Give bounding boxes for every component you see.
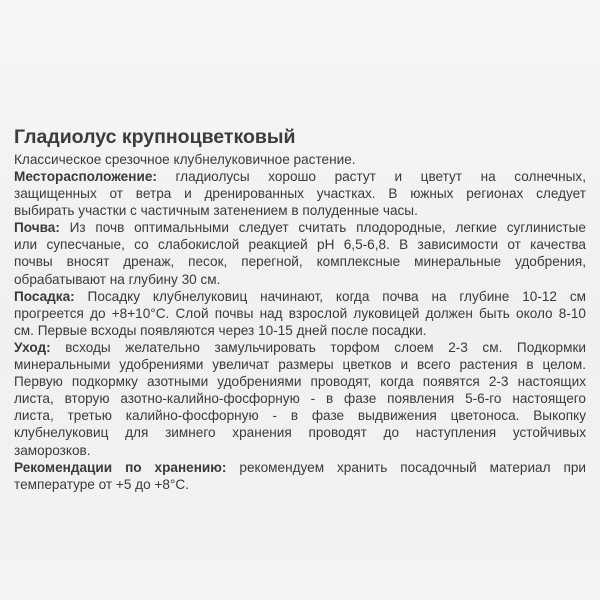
section-care: [14, 339, 586, 459]
product-title: Гладиолус крупноцветковый: [14, 126, 296, 148]
section-text: см. Первые всходы появляются через 10-15 дней после посадки.: [14, 322, 427, 338]
section-text: выбирать участки с частичным затенением в полуденные часы.: [14, 203, 418, 219]
section-heading: Рекомендации по хранению:: [14, 459, 227, 475]
section-heading: Уход:: [14, 339, 51, 355]
section-text: защищенных от ветра и дренированных участках. В южных регионах следует: [14, 186, 586, 202]
section-text: прогреется до +8+10°С. Слой почвы над взрослой луковицей должен быть около 8-10: [14, 305, 586, 321]
section-text: листа, третью калийно-фосфорную - в фазе выдвижения цветоноса. Выкопку: [14, 408, 586, 424]
section-storage: [14, 459, 586, 493]
care-instructions: [14, 126, 586, 493]
section-text: всходы желательно замульчировать торфом слоем 2-3 см. Подкормки: [50, 339, 586, 355]
section-text: обрабатывают на глубину 30 см.: [14, 271, 221, 287]
section-soil: [14, 219, 586, 287]
product-subtitle: Классическое срезочное клубнелуковичное растение.: [14, 152, 356, 167]
section-text: листа, вторую азотно-калийно-фосфорную - в фазе появления 5-6-го настоящего: [14, 391, 586, 407]
section-text: или супесчаные, со слабокислой реакцией pH 6,5-6,8. В зависимости от качества: [14, 237, 586, 253]
section-heading: Почва:: [14, 220, 60, 236]
section-location: [14, 168, 586, 219]
section-text: рекомендуем хранить посадочный материал при: [226, 459, 586, 475]
section-heading: Месторасположение:: [14, 169, 157, 184]
section-text: температуре от +5 до +8°С.: [14, 476, 189, 492]
section-text: клубнелуковиц для зимнего хранения проводят до наступления устойчивых: [14, 425, 586, 441]
section-text: Посадку клубнелуковиц начинают, когда почва на глубине 10-12 см: [74, 288, 586, 304]
section-text: минеральными удобрениями увеличат размеры цветков и всего растения в целом.: [14, 357, 586, 373]
section-heading: Посадка:: [14, 288, 75, 304]
section-text: гладиолусы хорошо растут и цветут на солнечных,: [156, 169, 586, 184]
section-text: Из почв оптимальными следует считать плодородные, легкие суглинистые: [59, 220, 586, 236]
section-text: заморозков.: [14, 442, 91, 458]
section-text: Первую подкормку азотными удобрениями проводят, когда появятся 2-3 настоящих: [14, 374, 586, 390]
section-planting: [14, 288, 586, 339]
section-text: почвы вносят дренаж, песок, перегной, комплексные минеральные удобрения,: [14, 254, 586, 270]
